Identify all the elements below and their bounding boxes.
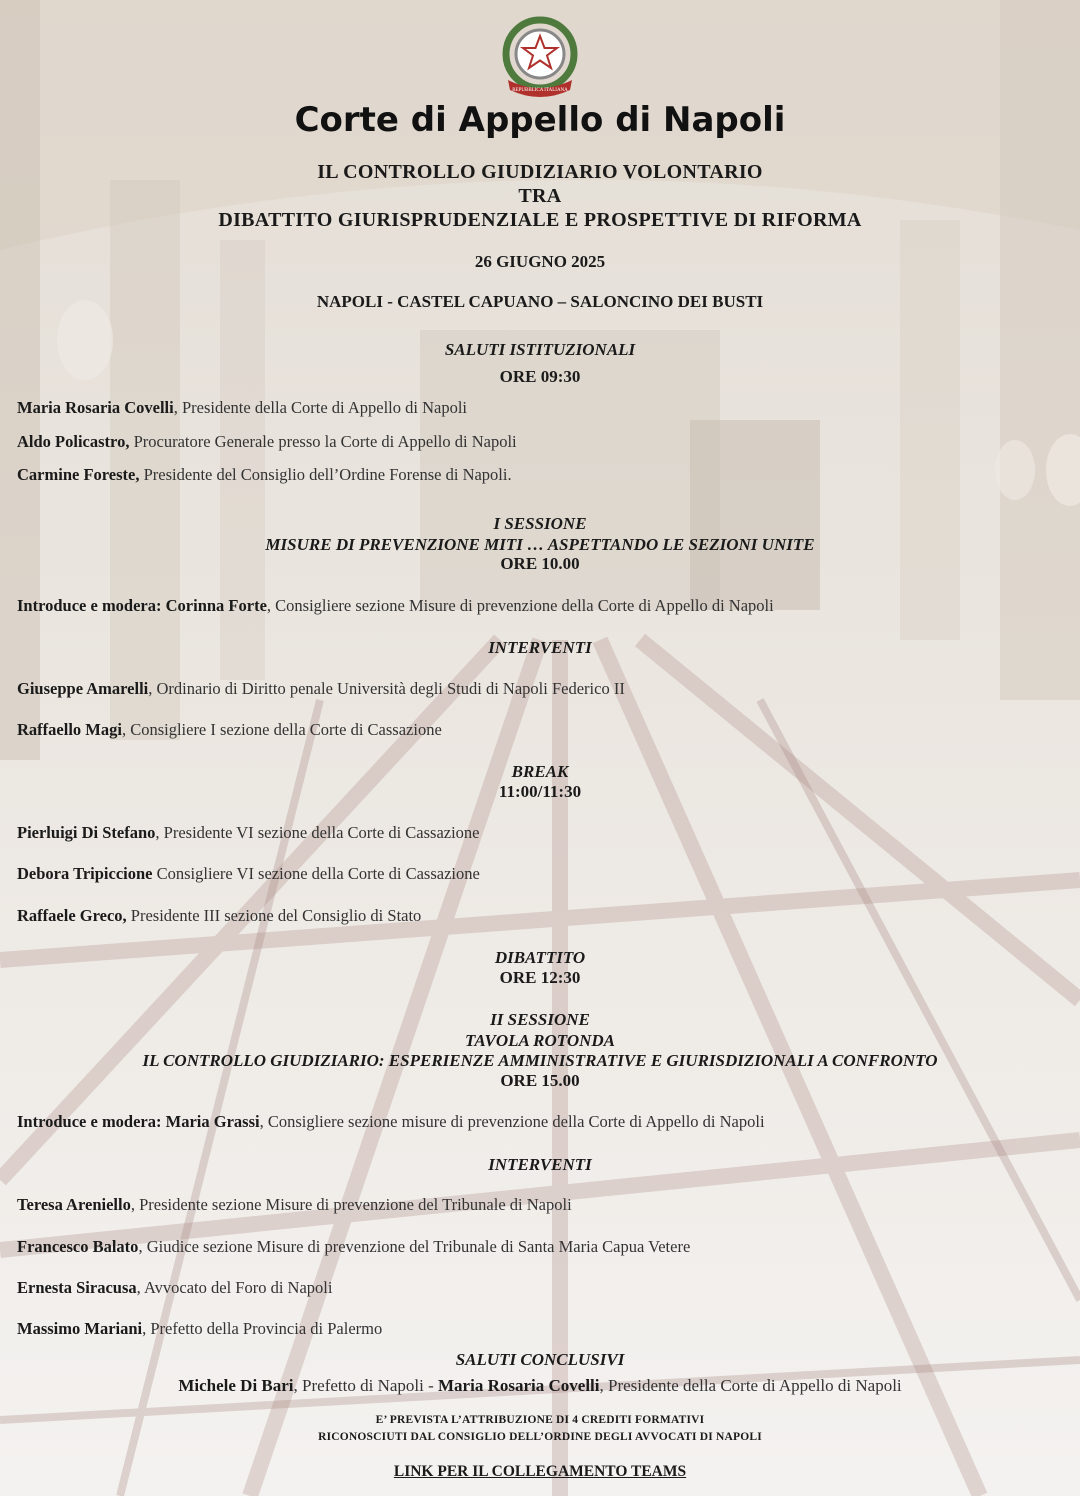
event-heading-line-1: IL CONTROLLO GIUDIZIARIO VOLONTARIO bbox=[317, 161, 763, 183]
speaker-row bbox=[17, 432, 517, 452]
closing-speaker1-role: , Prefetto di Napoli - bbox=[293, 1376, 439, 1395]
speaker-role: Presidente III sezione del Consiglio di Stato bbox=[126, 906, 422, 925]
event-venue: NAPOLI - CASTEL CAPUANO – SALONCINO DEI BUSTI bbox=[316, 292, 764, 311]
break-label: BREAK bbox=[511, 762, 569, 781]
speaker-role: , Consigliere I sezione della Corte di Cassazione bbox=[121, 720, 442, 739]
speaker-name: Pierluigi Di Stefano bbox=[17, 823, 156, 842]
session2-sublabel: TAVOLA ROTONDA bbox=[464, 1031, 616, 1050]
speaker-name: Debora Tripiccione bbox=[17, 864, 153, 883]
speaker-name: Raffaello Magi bbox=[17, 720, 122, 739]
speaker-row bbox=[17, 465, 512, 485]
debate-time: ORE 12:30 bbox=[499, 968, 581, 987]
event-heading-line-3: DIBATTITO GIURISPRUDENZIALE E PROSPETTIVE DI RIFORMA bbox=[218, 209, 862, 231]
speaker-role: , Giudice sezione Misure di prevenzione del Tribunale di Santa Maria Capua Vetere bbox=[138, 1237, 691, 1256]
page-title: Corte di Appello di Napoli bbox=[294, 100, 786, 140]
link-container bbox=[0, 1463, 1080, 1481]
moderator-role: , Consigliere sezione misure di prevenzione della Corte di Appello di Napoli bbox=[259, 1112, 765, 1131]
speaker-row bbox=[17, 906, 421, 926]
teams-link[interactable]: LINK PER IL COLLEGAMENTO TEAMS bbox=[393, 1463, 687, 1480]
speaker-role: Consigliere VI sezione della Corte di Cassazione bbox=[152, 864, 480, 883]
speaker-role: , Presidente della Corte di Appello di Napoli bbox=[173, 398, 467, 417]
saluti-time: ORE 09:30 bbox=[499, 367, 581, 386]
speaker-name: Aldo Policastro, bbox=[17, 432, 130, 451]
closing-speaker2-role: , Presidente della Corte di Appello di Napoli bbox=[599, 1376, 902, 1395]
closing-speakers bbox=[0, 1376, 1080, 1396]
speaker-row bbox=[17, 679, 625, 699]
event-heading-line-2: TRA bbox=[518, 185, 562, 207]
speaker-row bbox=[17, 1278, 332, 1298]
speaker-name: Giuseppe Amarelli bbox=[17, 679, 149, 698]
speaker-name: Teresa Areniello bbox=[17, 1195, 131, 1214]
session2-interventi-label: INTERVENTI bbox=[488, 1155, 592, 1174]
session2-time: ORE 15.00 bbox=[500, 1071, 580, 1090]
speaker-role: Presidente del Consiglio dell’Ordine Forense di Napoli. bbox=[139, 465, 512, 484]
closing-title: SALUTI CONCLUSIVI bbox=[455, 1350, 625, 1369]
moderator-row bbox=[17, 596, 774, 616]
speaker-name: Carmine Foreste, bbox=[17, 465, 140, 484]
speaker-role: , Prefetto della Provincia di Palermo bbox=[142, 1319, 383, 1338]
session2-subtitle: IL CONTROLLO GIUDIZIARIO: ESPERIENZE AMMINISTRATIVE E GIURISDIZIONALI A CONFRONTO bbox=[142, 1051, 938, 1070]
speaker-role: , Ordinario di Diritto penale Università degli Studi di Napoli Federico II bbox=[148, 679, 625, 698]
speaker-name: Raffaele Greco, bbox=[17, 906, 127, 925]
break-time: 11:00/11:30 bbox=[498, 782, 582, 801]
closing-speaker1-name: Michele Di Bari bbox=[178, 1376, 294, 1395]
moderator-name: Introduce e modera: Maria Grassi bbox=[17, 1112, 260, 1131]
speaker-row bbox=[17, 823, 480, 843]
session1-subtitle: MISURE DI PREVENZIONE MITI … ASPETTANDO LE SEZIONI UNITE bbox=[265, 535, 815, 554]
moderator-name: Introduce e modera: Corinna Forte bbox=[17, 596, 267, 615]
credits-note-line-2: RICONOSCIUTI DAL CONSIGLIO DELL’ORDINE DEGLI AVVOCATI DI NAPOLI bbox=[318, 1431, 762, 1443]
speaker-role: , Avvocato del Foro di Napoli bbox=[136, 1278, 333, 1297]
session1-label: I SESSIONE bbox=[493, 514, 587, 533]
closing-speaker2-name: Maria Rosaria Covelli bbox=[438, 1376, 600, 1395]
speaker-role: Procuratore Generale presso la Corte di Appello di Napoli bbox=[129, 432, 517, 451]
speaker-row bbox=[17, 1319, 382, 1339]
credits-note-line-1: E’ PREVISTA L’ATTRIBUZIONE DI 4 CREDITI FORMATIVI bbox=[375, 1414, 705, 1426]
moderator-row bbox=[17, 1112, 765, 1132]
saluti-title: SALUTI ISTITUZIONALI bbox=[444, 340, 636, 359]
speaker-name: Ernesta Siracusa bbox=[17, 1278, 137, 1297]
speaker-role: , Presidente sezione Misure di prevenzione del Tribunale di Napoli bbox=[130, 1195, 572, 1214]
event-date: 26 GIUGNO 2025 bbox=[474, 252, 606, 271]
session1-interventi-label: INTERVENTI bbox=[488, 638, 592, 657]
speaker-row bbox=[17, 1195, 572, 1215]
speaker-name: Francesco Balato bbox=[17, 1237, 139, 1256]
speaker-row bbox=[17, 398, 467, 418]
speaker-row bbox=[17, 720, 442, 740]
session2-label: II SESSIONE bbox=[490, 1010, 590, 1029]
debate-label: DIBATTITO bbox=[494, 948, 586, 967]
emblem-ribbon-text: REPUBBLICA ITALIANA bbox=[512, 88, 568, 93]
speaker-row bbox=[17, 1237, 690, 1257]
speaker-role: , Presidente VI sezione della Corte di Cassazione bbox=[155, 823, 480, 842]
speaker-row bbox=[17, 864, 480, 884]
speaker-name: Maria Rosaria Covelli bbox=[17, 398, 174, 417]
speaker-name: Massimo Mariani bbox=[17, 1319, 143, 1338]
italian-republic-emblem-icon bbox=[500, 14, 580, 100]
moderator-role: , Consigliere sezione Misure di prevenzione della Corte di Appello di Napoli bbox=[266, 596, 774, 615]
session1-time: ORE 10.00 bbox=[500, 554, 580, 573]
